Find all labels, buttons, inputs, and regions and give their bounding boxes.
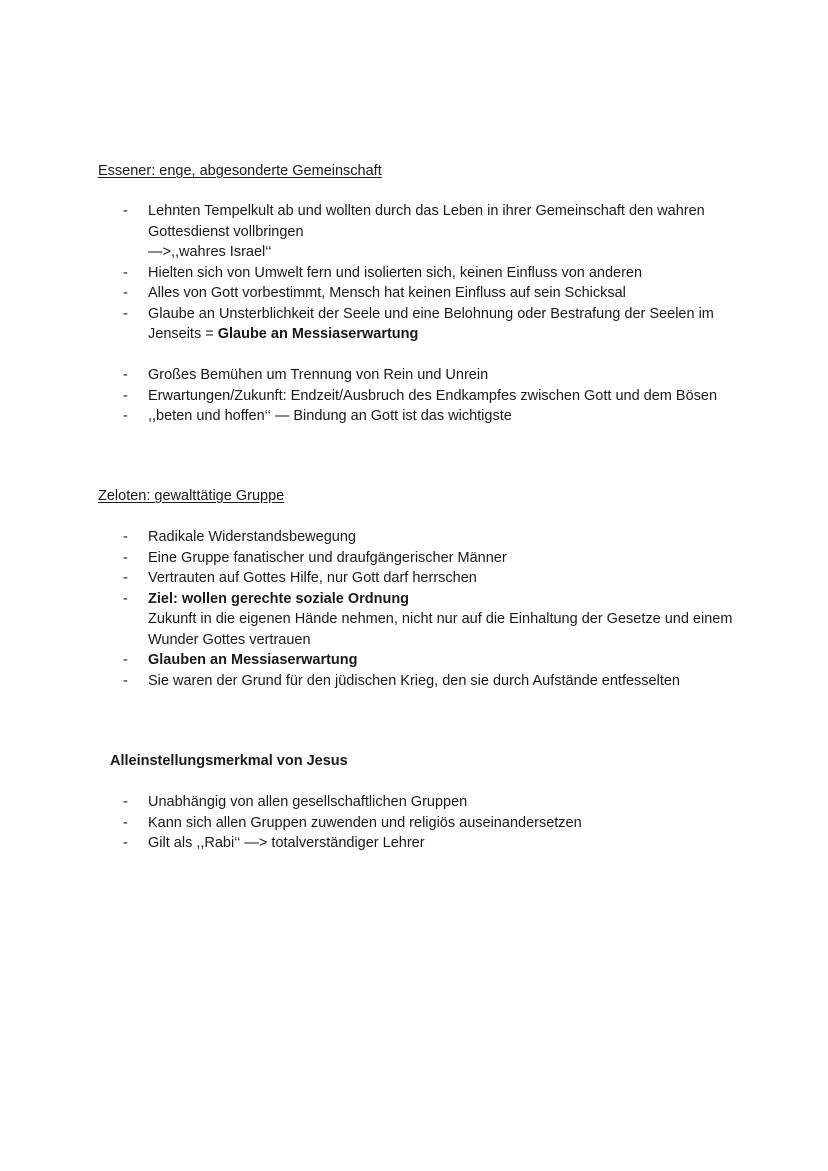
- list-item: [0, 548, 828, 569]
- list-item-text: Großes Bemühen um Trennung von Rein und Unrein: [148, 367, 489, 383]
- bullet-dash: -: [123, 367, 128, 383]
- zeloten-heading: Zeloten: gewalttätige Gruppe: [98, 488, 285, 504]
- list-item-text: Sie waren der Grund für den jüdischen Krieg, den sie durch Aufstände entfesselten: [148, 672, 680, 689]
- list-item-text: Eine Gruppe fanatischer und draufgängerischer Männer: [148, 549, 507, 566]
- list-item: [0, 283, 828, 304]
- list-item: [0, 671, 828, 692]
- bullet-dash: -: [123, 652, 128, 668]
- jesus-list: [0, 792, 828, 854]
- list-item-text: Gilt als ,,Rabi‘‘ —> totalverständiger Lehrer: [148, 835, 425, 851]
- list-item: [0, 527, 828, 548]
- list-item-text: Alles von Gott vorbestimmt, Mensch hat keinen Einfluss auf sein Schicksal: [148, 285, 626, 301]
- bullet-dash: -: [123, 570, 128, 586]
- bullet-dash: -: [123, 203, 128, 219]
- list-item-text: Vertrauten auf Gottes Hilfe, nur Gott darf herrschen: [148, 570, 477, 586]
- list-item-text: Kann sich allen Gruppen zuwenden und religiös auseinandersetzen: [148, 814, 582, 831]
- list-item: [0, 386, 828, 407]
- list-item-bold-text: Glaube an Messiaserwartung: [217, 326, 419, 342]
- bullet-dash: -: [123, 814, 128, 831]
- bullet-dash: -: [123, 387, 128, 404]
- list-item-text: Unabhängig von allen gesellschaftlichen Gruppen: [148, 794, 468, 810]
- list-item: [0, 263, 828, 284]
- list-item-bold-text: Ziel: wollen gerechte soziale Ordnung: [148, 590, 410, 607]
- bullet-dash: -: [123, 529, 128, 545]
- list-item: [0, 589, 828, 651]
- list-item-text: Erwartungen/Zukunft: Endzeit/Ausbruch des Endkampfes zwischen Gott und dem Bösen: [148, 387, 718, 404]
- list-item-subtext: —>,,wahres Israel‘‘: [148, 244, 272, 260]
- bullet-dash: -: [123, 794, 128, 810]
- list-item-text: ,,beten und hoffen‘‘ — Bindung an Gott ist das wichtigste: [148, 408, 512, 424]
- bullet-dash: -: [123, 305, 128, 322]
- bullet-dash: -: [123, 835, 128, 851]
- list-item: [0, 792, 828, 813]
- essener-heading: Essener: enge, abgesonderte Gemeinschaft: [98, 163, 382, 179]
- zeloten-list: [0, 527, 828, 691]
- list-item: [0, 406, 828, 427]
- list-item: [0, 833, 828, 854]
- bullet-dash: -: [123, 672, 128, 689]
- list-item-subtext: Zukunft in die eigenen Hände nehmen, nicht nur auf die Einhaltung der Gesetze und einem Wunder Gottes vertrauen: [148, 611, 733, 648]
- list-item: [0, 365, 828, 386]
- bullet-dash: -: [123, 590, 128, 607]
- list-item: [0, 201, 828, 263]
- bullet-dash: -: [123, 264, 128, 281]
- list-item: [0, 304, 828, 345]
- bullet-dash: -: [123, 549, 128, 566]
- list-item: [0, 650, 828, 671]
- bullet-dash: -: [123, 408, 128, 424]
- list-item-text: Radikale Widerstandsbewegung: [148, 529, 356, 545]
- list-item-text: Glaube an Unsterblichkeit der Seele und eine Belohnung oder Bestrafung der Seelen im Jenseits =: [148, 305, 714, 342]
- list-item-text: Lehnten Tempelkult ab und wollten durch das Leben in ihrer Gemeinschaft den wahren Gottesdienst vollbringen: [148, 203, 705, 240]
- list-item-bold-text: Glauben an Messiaserwartung: [148, 652, 358, 668]
- list-item-text: Hielten sich von Umwelt fern und isolierten sich, keinen Einfluss von anderen: [148, 264, 643, 281]
- jesus-heading: Alleinstellungsmerkmal von Jesus: [110, 753, 348, 769]
- list-item: [0, 568, 828, 589]
- bullet-dash: -: [123, 285, 128, 301]
- list-item: [0, 813, 828, 834]
- essener-list: [0, 201, 828, 427]
